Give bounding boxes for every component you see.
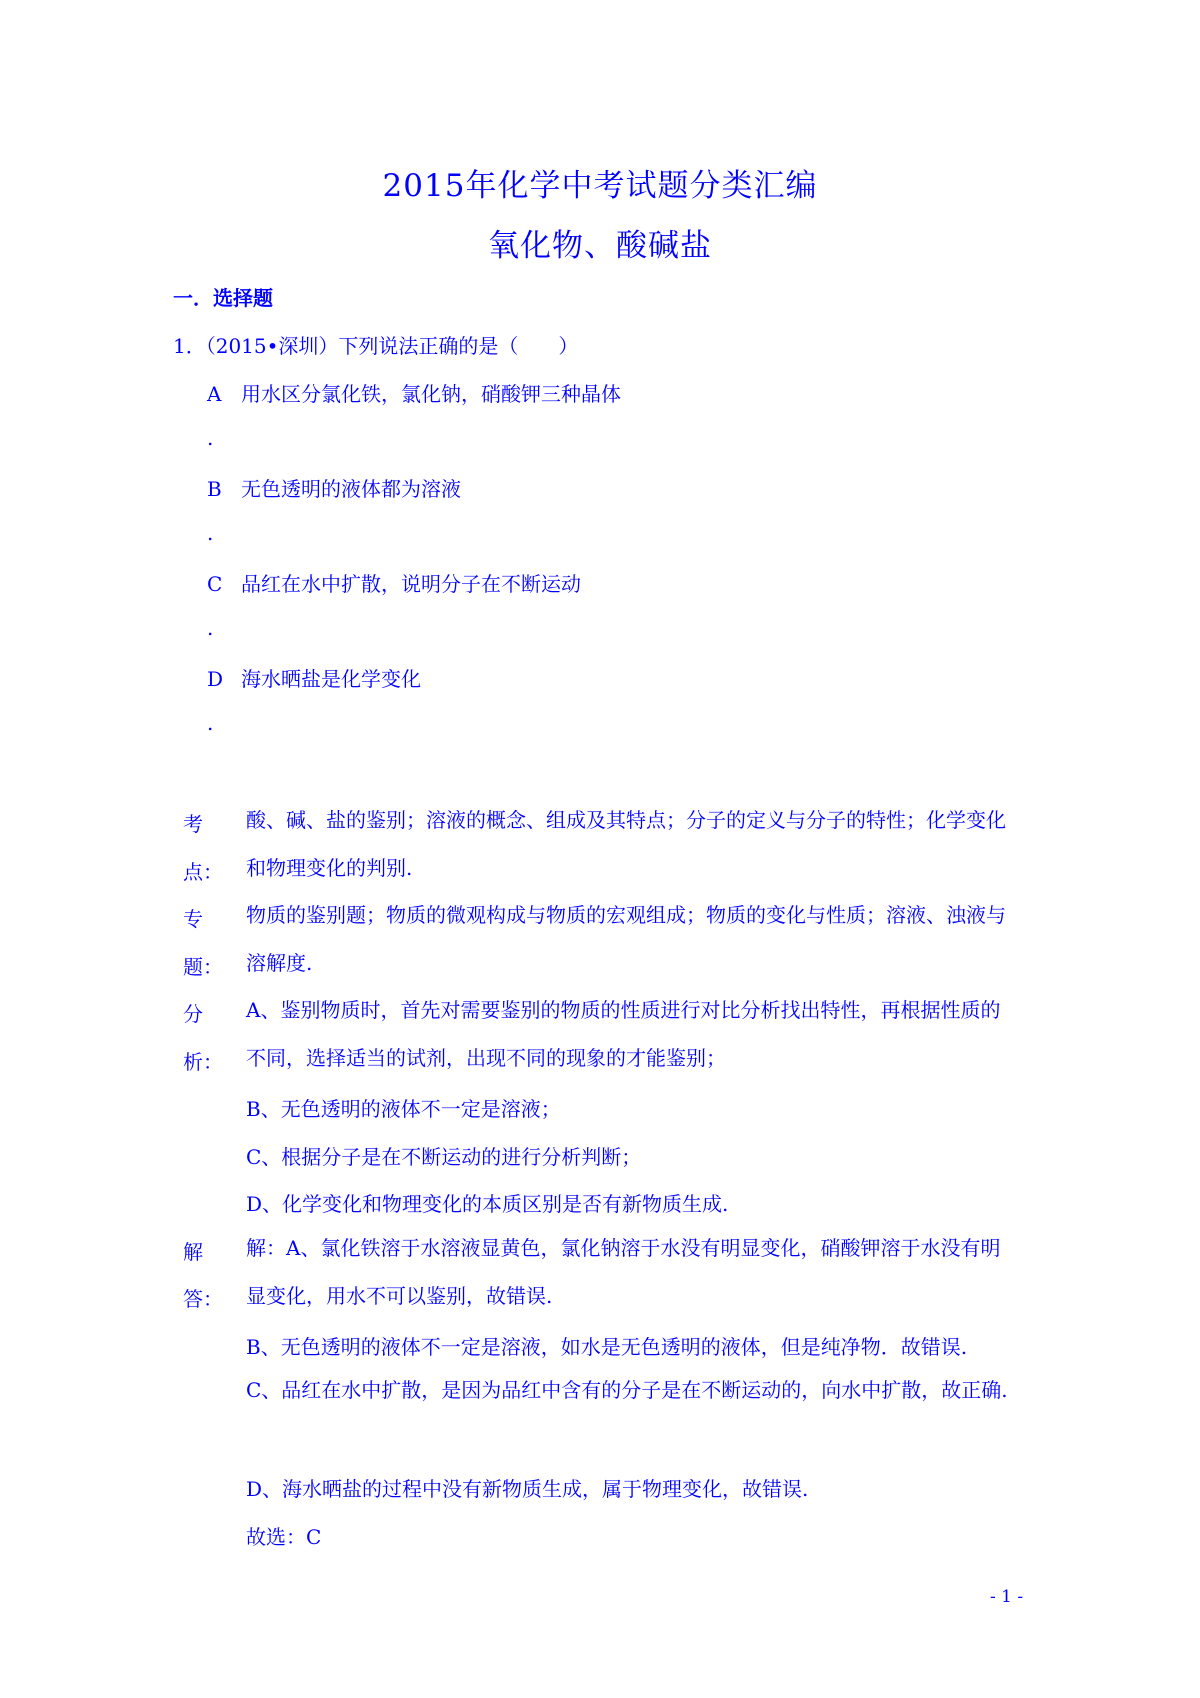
page-number: - 1 -: [990, 1587, 1024, 1607]
option-a-dot: .: [207, 426, 214, 450]
jieda-line-b: B、无色透明的液体不一定是溶液，如水是无色透明的液体，但是纯净物．故错误.: [246, 1335, 968, 1359]
option-letter: A: [207, 382, 222, 406]
option-b: [207, 473, 461, 502]
zhuanti-label-2: 题：: [183, 955, 223, 979]
zhuanti-text: 物质的鉴别题；物质的微观构成与物质的宏观组成；物质的变化与性质；溶液、浊液与溶解度.: [246, 903, 1006, 975]
option-text: 无色透明的液体都为溶液: [241, 477, 461, 501]
fenxi-line-c: C、根据分子是在不断运动的进行分析判断；: [246, 1145, 642, 1169]
fenxi-label-1: 分: [183, 1002, 203, 1026]
section-heading: 一．选择题: [173, 286, 273, 310]
option-text: 品红在水中扩散，说明分子在不断运动: [241, 572, 581, 596]
option-c: [207, 568, 581, 597]
jieda-label-1: 解: [183, 1240, 203, 1264]
fenxi-line-d: D、化学变化和物理变化的本质区别是否有新物质生成.: [246, 1192, 729, 1216]
option-a: [207, 378, 621, 407]
fenxi-label-2: 析：: [183, 1050, 223, 1074]
option-text: 海水晒盐是化学变化: [241, 667, 421, 691]
option-b-dot: .: [207, 521, 214, 545]
document-title: 2015年化学中考试题分类汇编: [382, 168, 818, 204]
kaodian-label-2: 点：: [183, 860, 223, 884]
jieda-line-c: C、品红在水中扩散，是因为品红中含有的分子是在不断运动的，向水中扩散，故正确.: [246, 1378, 1008, 1402]
question-stem: 1．（2015•深圳）下列说法正确的是（ ）: [173, 334, 579, 358]
jieda-answer: 故选：C: [246, 1525, 322, 1549]
document-subtitle: 氧化物、酸碱盐: [488, 228, 712, 264]
jieda-label-2: 答：: [183, 1287, 223, 1311]
jieda-line-d: D、海水晒盐的过程中没有新物质生成，属于物理变化，故错误.: [246, 1477, 809, 1501]
option-letter: D: [207, 667, 224, 691]
fenxi-line-a: A、鉴别物质时，首先对需要鉴别的物质的性质进行对比分析找出特性，再根据性质的不同，选择适当的试剂，出现不同的现象的才能鉴别；: [246, 998, 1001, 1070]
option-letter: C: [207, 572, 223, 596]
kaodian-label-1: 考: [183, 812, 203, 836]
option-d: [207, 663, 421, 692]
option-letter: B: [207, 477, 222, 501]
option-text: 用水区分氯化铁，氯化钠，硝酸钾三种晶体: [241, 382, 621, 406]
option-d-dot: .: [207, 711, 214, 735]
zhuanti-label-1: 专: [183, 907, 203, 931]
kaodian-text: 酸、碱、盐的鉴别；溶液的概念、组成及其特点；分子的定义与分子的特性；化学变化和物理变化的判别.: [246, 808, 1006, 880]
fenxi-line-b: B、无色透明的液体不一定是溶液；: [246, 1097, 561, 1121]
option-c-dot: .: [207, 616, 214, 640]
jieda-line-a: 解：A、氯化铁溶于水溶液显黄色，氯化钠溶于水没有明显变化，硝酸钾溶于水没有明显变化，用水不可以鉴别，故错误.: [246, 1236, 1001, 1308]
